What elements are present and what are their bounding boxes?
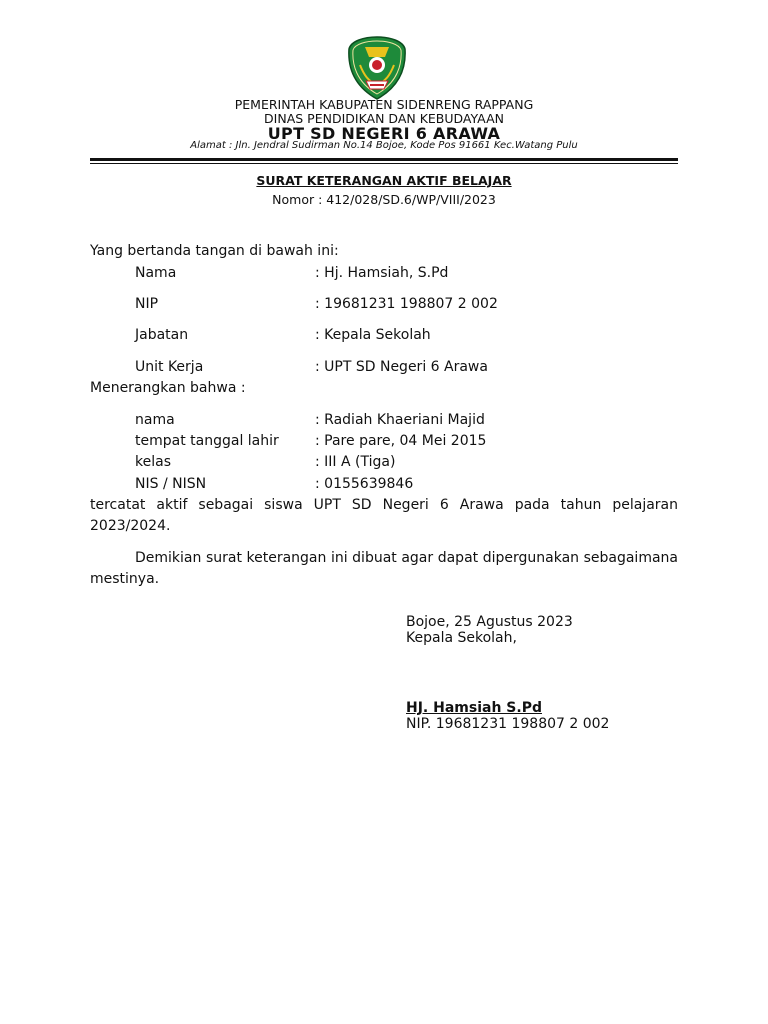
signature-name: HJ. Hamsiah S.Pd bbox=[406, 700, 542, 716]
signer-unit-label: Unit Kerja bbox=[135, 359, 204, 375]
school-address: Alamat : Jln. Jendral Sudirman No.14 Bojoe, Kode Pos 91661 Kec.Watang Pulu bbox=[190, 140, 578, 151]
signer-unit-value: : UPT SD Negeri 6 Arawa bbox=[315, 359, 488, 375]
regency-emblem-logo bbox=[346, 35, 408, 101]
school-name: UPT SD NEGERI 6 ARAWA bbox=[267, 124, 501, 143]
department-line: DINAS PENDIDIKAN DAN KEBUDAYAAN bbox=[264, 111, 504, 126]
letterhead-divider-thick bbox=[90, 158, 678, 161]
student-class-value: : III A (Tiga) bbox=[315, 454, 396, 470]
letter-number: Nomor : 412/028/SD.6/WP/VIII/2023 bbox=[272, 192, 496, 207]
signer-position-value: : Kepala Sekolah bbox=[315, 327, 431, 343]
student-nis-value: : 0155639846 bbox=[315, 476, 414, 492]
student-birth-label: tempat tanggal lahir bbox=[135, 433, 279, 449]
intro-text: Yang bertanda tangan di bawah ini: bbox=[90, 243, 339, 259]
signer-nip-label: NIP bbox=[135, 296, 159, 312]
signer-name-value: : Hj. Hamsiah, S.Pd bbox=[315, 265, 449, 281]
signature-place-date: Bojoe, 25 Agustus 2023 bbox=[406, 614, 573, 630]
student-class-label: kelas bbox=[135, 454, 171, 470]
student-birth-value: : Pare pare, 04 Mei 2015 bbox=[315, 433, 487, 449]
signature-nip: NIP. 19681231 198807 2 002 bbox=[406, 716, 610, 732]
signer-name-label: Nama bbox=[135, 265, 177, 281]
signature-role: Kepala Sekolah, bbox=[406, 630, 517, 646]
letterhead-divider-thin bbox=[90, 163, 678, 164]
student-nis-label: NIS / NISN bbox=[135, 476, 207, 492]
signer-position-label: Jabatan bbox=[135, 327, 189, 343]
signer-nip-value: : 19681231 198807 2 002 bbox=[315, 296, 498, 312]
body-paragraph-status: tercatat aktif sebagai siswa UPT SD Negeri 6 Arawa pada tahun pelajaran 2023/2024. bbox=[90, 497, 678, 534]
states-text: Menerangkan bahwa : bbox=[90, 380, 246, 396]
student-name-label: nama bbox=[135, 412, 175, 428]
student-name-value: : Radiah Khaeriani Majid bbox=[315, 412, 485, 428]
body-paragraph-closing: Demikian surat keterangan ini dibuat agar dapat dipergunakan sebagaimana mestinya. bbox=[90, 550, 678, 587]
government-line: PEMERINTAH KABUPATEN SIDENRENG RAPPANG bbox=[234, 97, 534, 112]
letter-title: SURAT KETERANGAN AKTIF BELAJAR bbox=[256, 173, 512, 188]
